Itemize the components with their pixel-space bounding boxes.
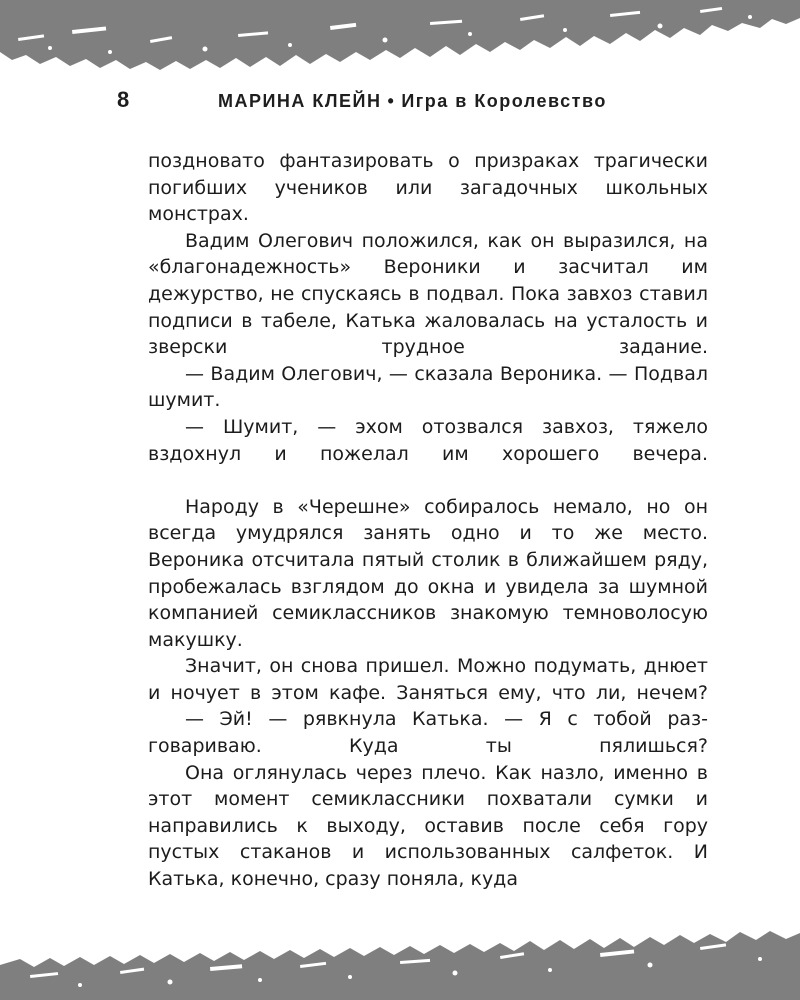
paragraph-8: Она оглянулась через плечо. Как назло, именно в этот момент семиклассники похватали сумки и направились к выходу, оставив после себя гору пустых стаканов и использованных салфеток. И Катька, конечно, сразу поняла, куда bbox=[148, 761, 708, 891]
top-decorative-band bbox=[0, 0, 800, 72]
page-number: 8 bbox=[117, 87, 130, 112]
body-text bbox=[148, 148, 708, 893]
paragraph-6: Значит, он снова пришел. Можно подумать, днюет и ночует в этом кафе. Заняться ему, что ли, нечем? bbox=[148, 655, 708, 704]
running-title bbox=[218, 90, 607, 112]
paragraph-4: — Шумит, — эхом отозвался завхоз, тяжело вздохнул и пожелал им хорошего вечера. bbox=[148, 415, 708, 465]
paragraph-2: Вадим Олегович положился, как он выразился, на «благонадежность» Вероники и засчитал им дежурство, не спускаясь в подвал. Пока завхоз ставил подписи в табеле, Катька жаловалась на усталость и зверски трудное задание. bbox=[148, 229, 708, 359]
running-header bbox=[0, 88, 800, 112]
paragraph-3: — Вадим Олегович, — сказала Вероника. — Подвал шумит. bbox=[148, 362, 708, 412]
author-name: МАРИНА КЛЕЙН bbox=[218, 91, 382, 111]
book-title: Игра в Королевство bbox=[401, 91, 607, 111]
paragraph-7: — Эй! — рявкнула Катька. — Я с тобой разговариваю. Куда ты пялишься? bbox=[148, 708, 708, 758]
header-separator: • bbox=[387, 91, 396, 111]
bottom-decorative-band bbox=[0, 925, 800, 1000]
paragraph-1: поздновато фантазировать о призраках трагически погибших учеников или загадочных школьных монстрах. bbox=[148, 150, 708, 226]
bottom-band-shape bbox=[0, 931, 800, 1000]
paragraph-5: Народу в «Черешне» собиралось немало, но он всегда умудрялся занять одно и то же место. Вероника отсчитала пятый столик в ближайшем ряду, пробежалась взглядом до окна и увидела за шумной компанией семиклассников знакомую темноволосую макушку. bbox=[148, 495, 708, 651]
top-band-shape bbox=[0, 0, 800, 70]
